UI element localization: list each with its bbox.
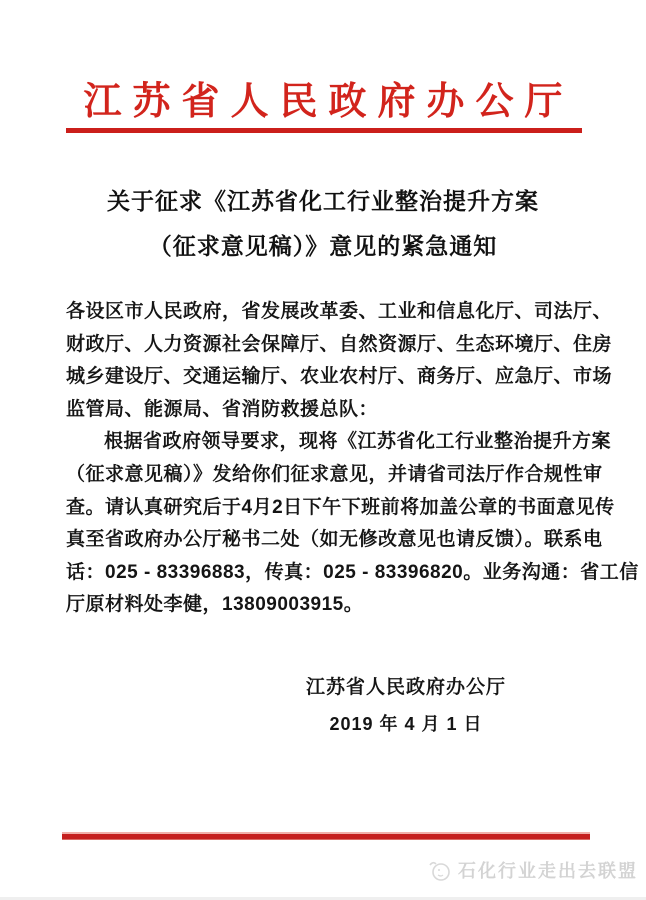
body-line: （征求意见稿）》发给你们征求意见，并请省司法厅作合规性审 [66,463,603,485]
bottom-red-bar [62,832,590,840]
signature-block [83,676,646,736]
document-title-line-2: （征求意见稿）》意见的紧急通知 [148,233,498,259]
body-line: 真至省政府办公厅秘书二处（如无修改意见也请反馈）。联系电 [66,529,603,551]
body-line: 查。请认真研究后于4月2日下午下班前将加盖公章的书面意见传 [66,496,615,518]
body-line: 城乡建设厅、交通运输厅、农业农村厅、商务厅、应急厅、市场 [66,366,613,388]
body-line: 根据省政府领导要求，现将《江苏省化工行业整治提升方案 [104,431,612,453]
masthead-org-title: 江苏省人民政府办公厅 [83,81,574,123]
watermark [427,857,638,883]
document-body [66,296,639,622]
masthead-red-divider [66,128,582,133]
body-line: 监管局、能源局、省消防救援总队： [66,398,379,420]
body-line: 厅原材料处李健，13809003915。 [66,594,364,616]
document-title-line-1: 关于征求《江苏省化工行业整治提升方案 [107,188,539,214]
alliance-logo-icon [427,857,453,883]
document-title [0,179,646,269]
body-line: 各设区市人民政府，省发展改革委、工业和信息化厅、司法厅、 [66,301,613,322]
signature-org: 江苏省人民政府办公厅 [305,677,506,698]
watermark-text: 石化行业走出去联盟 [458,861,638,881]
signature-date: 2019 年 4 月 1 日 [329,714,483,734]
body-line: 话：025 - 83396883，传真：025 - 83396820。业务沟通：省工信 [66,561,639,583]
body-line: 财政厅、人力资源社会保障厅、自然资源厅、生态环境厅、住房 [66,333,613,355]
